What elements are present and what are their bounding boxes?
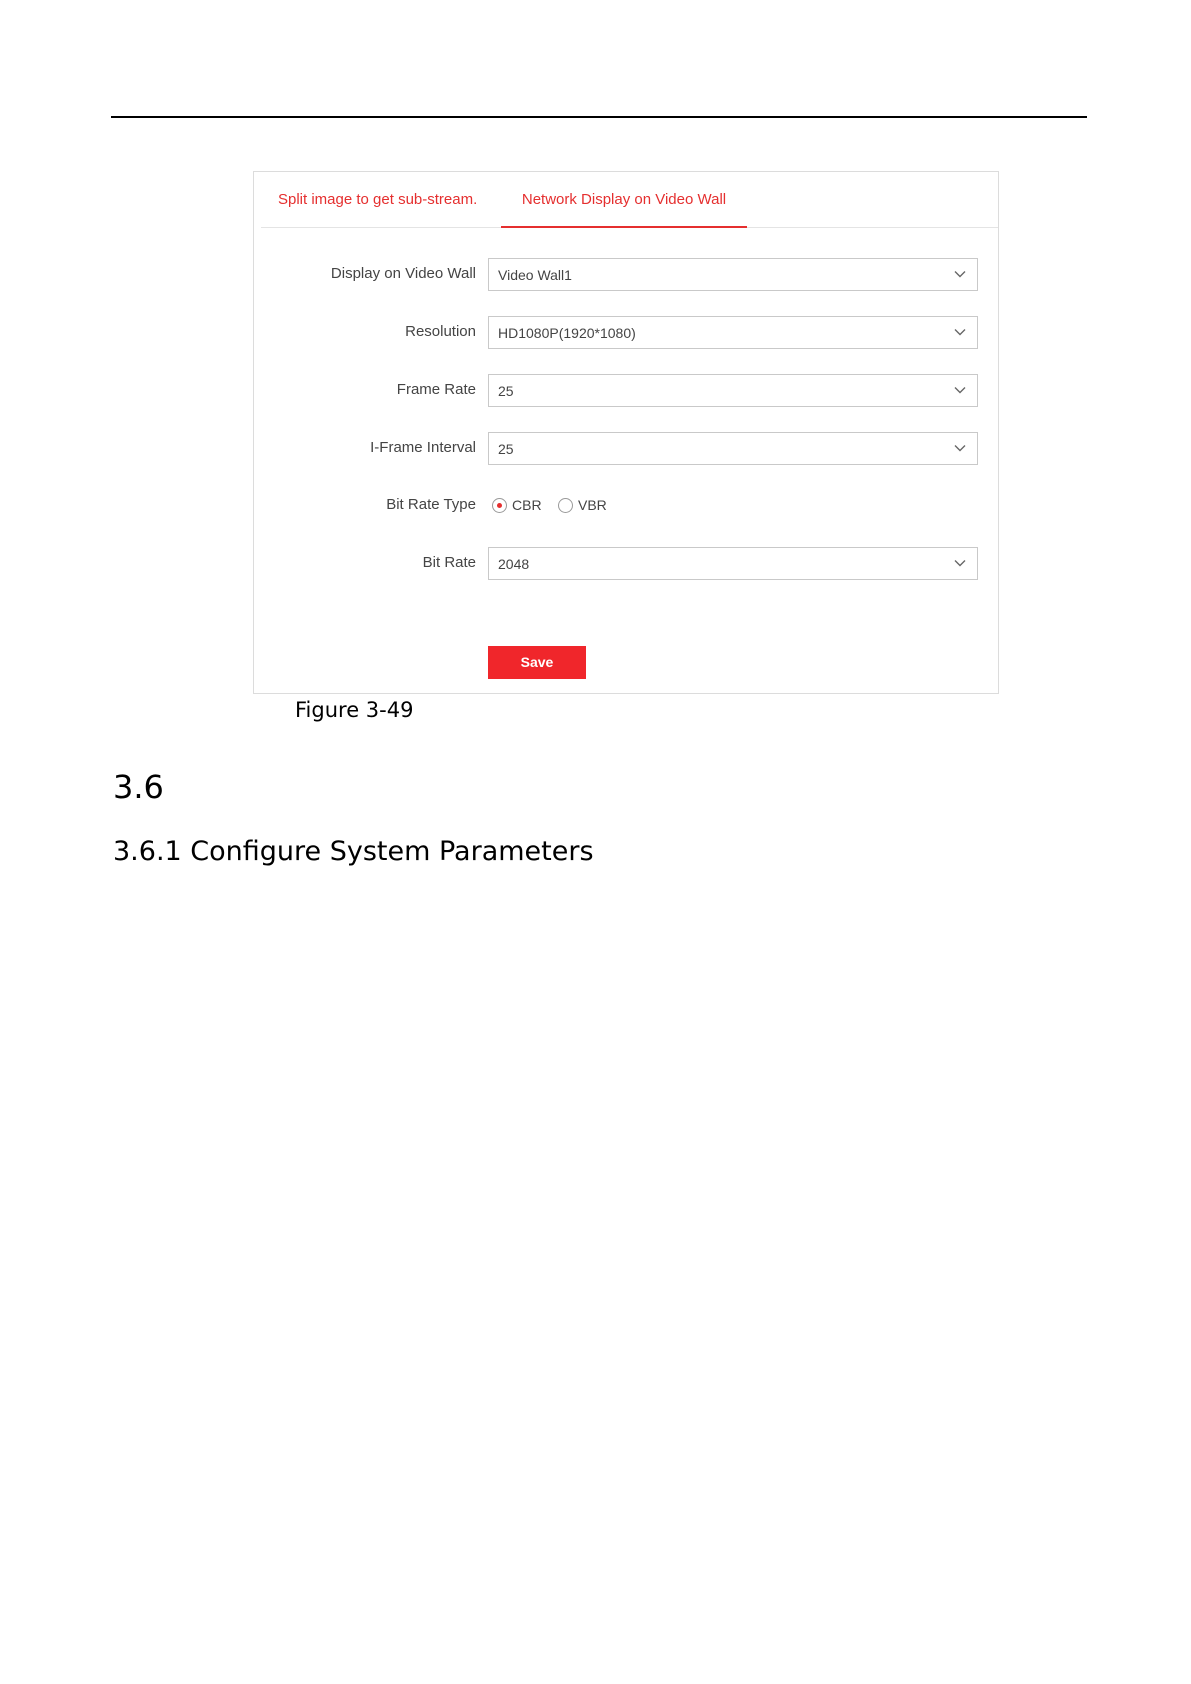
display-on-video-wall-value: Video Wall1 [498,267,572,283]
radio-vbr-label: VBR [578,497,607,513]
chevron-down-icon [954,270,966,278]
radio-unchecked-icon [558,498,573,513]
figure-caption: Figure 3-49 [295,698,414,722]
bit-rate-value: 2048 [498,556,530,572]
i-frame-interval-value: 25 [498,441,514,457]
header-rule [111,116,1087,118]
row-i-frame-interval [254,432,998,465]
save-button[interactable]: Save [488,646,586,679]
bit-rate-type-label: Bit Rate Type [386,496,476,513]
network-display-settings-panel [253,171,999,694]
bit-rate-select[interactable] [488,547,978,580]
row-resolution [254,316,998,349]
subsection-heading: 3.6.1 Configure System Parameters [113,836,594,867]
row-frame-rate [254,374,998,407]
row-display-on-video-wall [254,258,998,291]
frame-rate-value: 25 [498,383,514,399]
tab-network-display-video-wall[interactable]: Network Display on Video Wall [501,172,747,227]
section-heading: 3.6 [113,768,164,806]
chevron-down-icon [954,559,966,567]
radio-checked-icon [492,498,507,513]
i-frame-interval-label: I-Frame Interval [370,439,476,456]
tab-split-image-sub-stream[interactable]: Split image to get sub-stream. [278,191,478,208]
display-on-video-wall-select[interactable] [488,258,978,291]
i-frame-interval-select[interactable] [488,432,978,465]
tab-bar [261,172,998,228]
chevron-down-icon [954,444,966,452]
row-bit-rate [254,547,998,580]
row-bit-rate-type [254,489,998,522]
bit-rate-label: Bit Rate [422,554,476,571]
chevron-down-icon [954,328,966,336]
frame-rate-select[interactable] [488,374,978,407]
resolution-select[interactable] [488,316,978,349]
resolution-value: HD1080P(1920*1080) [498,325,636,341]
chevron-down-icon [954,386,966,394]
display-on-video-wall-label: Display on Video Wall [330,265,476,282]
resolution-label: Resolution [405,323,476,340]
radio-cbr-label: CBR [512,497,542,513]
frame-rate-label: Frame Rate [396,381,476,398]
